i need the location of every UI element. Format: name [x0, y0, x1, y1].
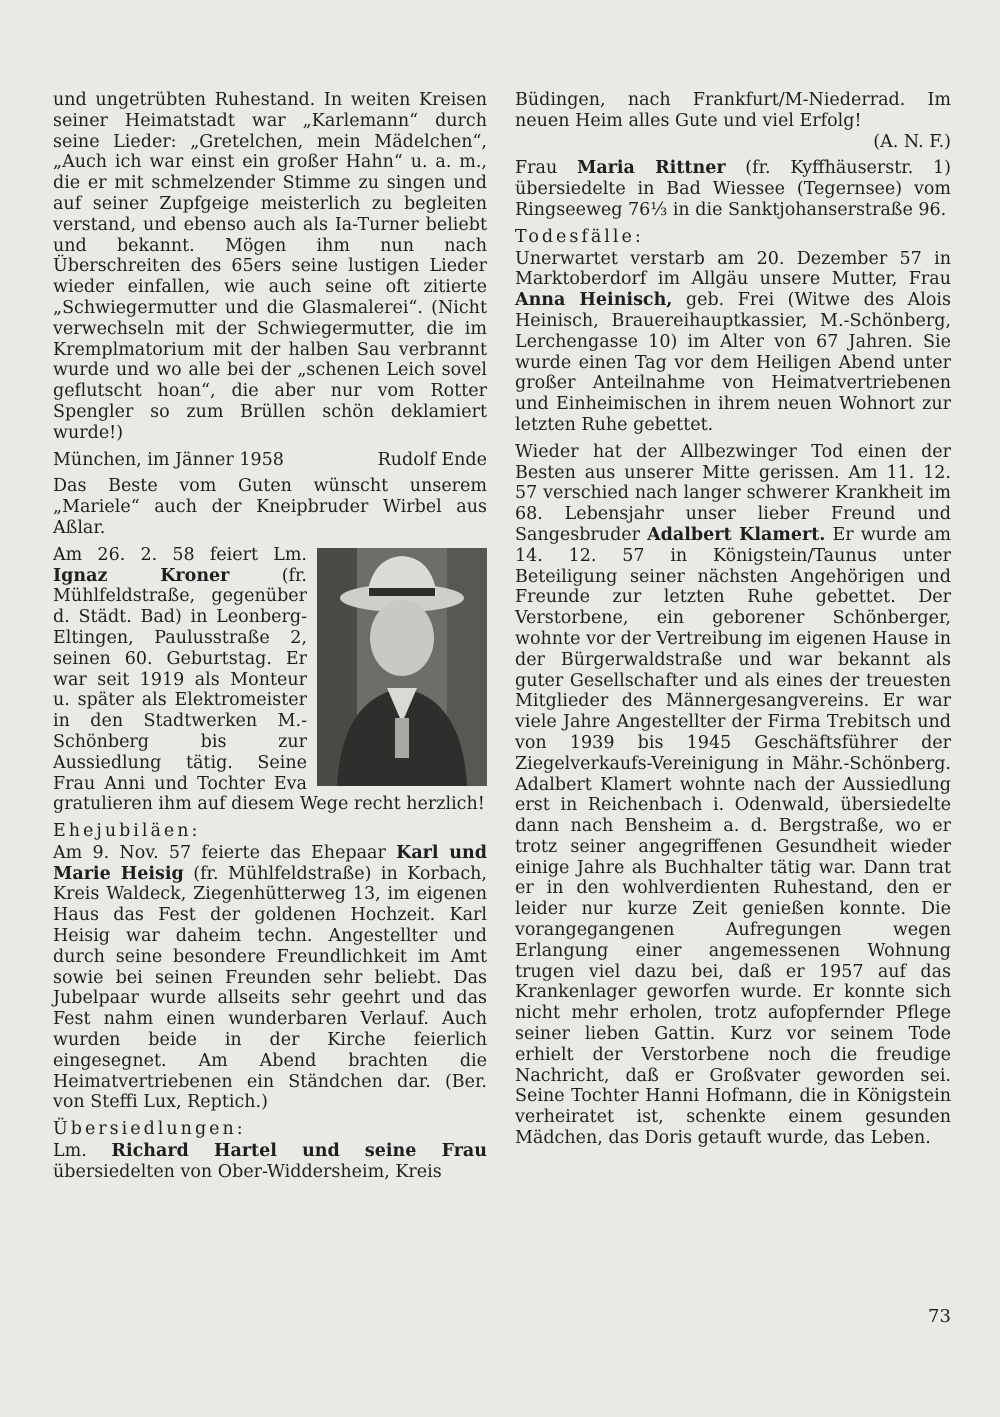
signature-anf: (A. N. F.): [873, 131, 951, 152]
klamert-intro: Wieder hat der Allbezwinger Tod einen der Besten aus unserer Mitte gerissen. Am 11. 12. 57 verschied nach langer schwerer Krankheit im 68. Lebensjahr unser lieber Freund und Sangesbruder: [515, 441, 951, 545]
klamert-name: Adalbert Klamert.: [647, 524, 826, 545]
klamert-text: Er wurde am 14. 12. 57 in Königstein/Taunus unter Beteiligung seiner nächsten Angehörigen und Freunde zur letzten Ruhe gebettet. Der Verstorbene, ein geborener Schönberger, wohnte vor der Vertreibung im eigenen Hause in der Bürgerwaldstraße und war bekannt als guter Gesellschafter und als eines der treuesten Mitglieder des Männergesangvereins. Er war viele Jahre Angestellter der Firma Trebitsch und von 1939 bis 1945 Geschäftsführer der Ziegelverkaufs-Vereinigung in Mähr.-Schönberg. Adalbert Klamert wohnte nach der Aussiedlung erst in Reichenbach i. Odenwald, übersiedelte dann nach Bensheim a. d. Bergstraße, wo er trotz seiner angegriffenen Gesundheit wieder einige Jahre als Buchhalter tätig war. Dann trat er in den wohlverdienten Ruhestand, den er leider nur kurze Zeit genießen konnte. Die vorangegangenen Aufregungen wegen Erlangung einer angemessenen Wohnung trugen viel dazu bei, daß er 1957 auf das Krankenlager geworfen wurde. Er konnte sich nicht mehr erholen, trotz aufopfernder Pflege seiner lieben Gattin. Kurz vor seinem Tode erhielt der Verstorbene noch die freudige Nachricht, daß er Großvater geworden sei. Seine Tochter Hanni Hofmann, die in Königstein verheiratet ist, schenkte einem gesunden Mädchen, das Doris getauft wurde, das Leben.: [515, 524, 951, 1149]
paragraph-hartel: [53, 1141, 487, 1183]
signature-place: München, im Jänner 1958: [53, 449, 284, 470]
hartel-name: Richard Hartel und seine Frau: [111, 1141, 487, 1162]
paragraph-heinisch: [515, 249, 951, 436]
portrait-man-with-hat-icon: [317, 548, 487, 786]
page-number: 73: [928, 1306, 951, 1327]
heading-ehejubilaeen: Ehejubiläen:: [53, 821, 201, 842]
heinisch-intro: Unerwartet verstarb am 20. Dezember 57 in Marktoberdorf im Allgäu unsere Mutter, Frau: [515, 248, 951, 290]
rittner-text: (fr. Kyffhäuserstr. 1) übersiedelte in Bad Wiessee (Tegernsee) vom Ringseeweg 76⅓ in die Sanktjohanserstraße 96.: [515, 158, 951, 220]
heisig-intro: Am 9. Nov. 57 feierte das Ehepaar: [53, 842, 386, 863]
heinisch-name: Anna Heinisch,: [515, 290, 673, 311]
paragraph-mariele: Das Beste vom Guten wünscht unserem „Mariele“ auch der Kneipbruder Wirbel aus Aßlar.: [53, 476, 487, 538]
kroner-name: Ignaz Kroner: [53, 565, 230, 586]
heading-uebersiedlungen: Übersiedlungen:: [53, 1119, 246, 1140]
hartel-text: übersiedelten von Ober-Widdersheim, Kreis: [53, 1161, 442, 1182]
portrait-photo: [317, 548, 487, 786]
paragraph-buedingen: Büdingen, nach Frankfurt/M-Niederrad. Im neuen Heim alles Gute und viel Erfolg!: [515, 90, 951, 131]
paragraph-klamert: [515, 442, 951, 1149]
paragraph-heisig: [53, 843, 487, 1113]
birthday-block: [53, 545, 487, 815]
right-column: [515, 90, 951, 1155]
heinisch-text: geb. Frei (Witwe des Alois Heinisch, Brauereihauptkassier, M.-Schönberg, Lerchengasse 10) im Alter von 67 Jahren. Sie wurde einen Tag vor dem Heiligen Abend unter großer Anteilnahme von Heimatvertriebenen und Einheimischen in ihrem neuen Wohnort zur letzten Ruhe gebettet.: [515, 290, 952, 435]
kroner-text: (fr. Mühlfeldstraße, gegenüber d. Städt. Bad) in Leonberg-Eltingen, Paulusstraße 2, seinen 60. Geburtstag. Er war seit 1919 als Monteur u. später als Elektromeister in den Stadtwerken M.-Schönberg bis zur Aussiedlung tätig. Seine Frau Anni und Tochter Eva gratulieren ihm auf diesem Wege recht herzlich!: [53, 565, 485, 815]
left-column: [53, 90, 487, 1189]
signature-name: Rudolf Ende: [377, 449, 487, 470]
rittner-intro: Frau: [515, 158, 558, 179]
heisig-text: (fr. Mühlfeldstraße) in Korbach, Kreis Waldeck, Ziegenhütterweg 13, im eigenen Haus das Fest der goldenen Hochzeit. Karl Heisig war daheim techn. Angestellter und durch seine besondere Freundlichkeit im Amt sowie bei seinen Freunden sehr beliebt. Das Jubelpaar wurde allseits sehr geehrt und das Fest nahm einen wunderbaren Verlauf. Auch wurden beide in der Kirche feierlich eingesegnet. Am Abend brachten die Heimatvertriebenen ein Ständchen dar. (Ber. von Steffi Lux, Reptich.): [53, 863, 487, 1113]
heading-todesfaelle: Todesfälle:: [515, 226, 644, 247]
kroner-intro: Am 26. 2. 58 feiert Lm.: [53, 544, 307, 565]
heisig-name: Karl und Marie Heisig: [53, 842, 487, 884]
hartel-intro: Lm.: [53, 1141, 87, 1162]
paragraph-ruhestand: und ungetrübten Ruhestand. In weiten Kreisen seiner Heimatstadt war „Karlemann“ durch seine Lieder: „Gretelchen, mein Mädelchen“, „Auch ich war einst ein großer Hahn“ u. a. m., die er mit schmelzender Stimme zu singen und auf seiner Zupfgeige meisterlich zu begleiten verstand, und ebenso auch als Ia-Turner beliebt und bekannt. Mögen ihm nun nach Überschreiten des 65ers seine lustigen Lieder wieder einfallen, wie auch seine oft zitierte „Schwiegermutter und die Glasmalerei“. (Nicht verwechseln mit der Schwiegermutter, die im Kremplmatorium mit der halben Sau verbrannt wurde und wo alle bei der „schenen Leich sovel geflutscht hoan“, die aber nur vom Rotter Spengler so zum Brüllen schön deklamiert wurde!): [53, 90, 487, 443]
rittner-name: Maria Rittner: [576, 158, 726, 179]
paragraph-rittner: [515, 158, 951, 220]
signature-line: [53, 450, 487, 471]
